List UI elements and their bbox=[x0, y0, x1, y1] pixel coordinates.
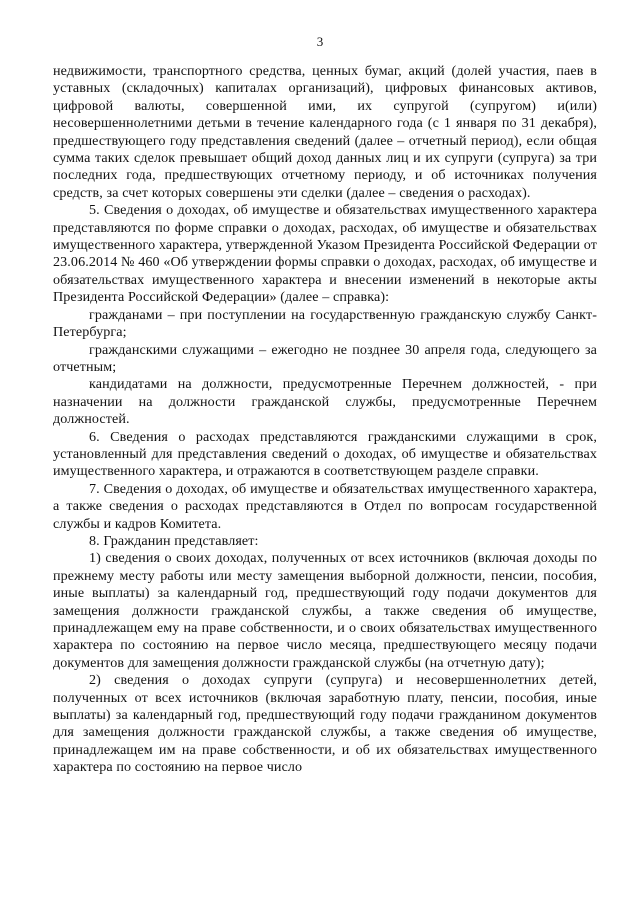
paragraph-subitem-2: 2) сведения о доходах супруги (супруга) и несовершеннолетних детей, полученных от всех источников (включая заработную плату, пенсии, пособия, иные выплаты) за календарный год, предшествующий году подачи гражданином документов для замещения должности гражданской службы, а также сведения об имуществе, принадлежащем им на праве собственности, и об их обязательствах имущественного характера по состоянию на первое число bbox=[53, 672, 597, 776]
paragraph-candidates: кандидатами на должности, предусмотренные Перечнем должностей, - при назначении на должности гражданской службы, предусмотренные Перечнем должностей. bbox=[53, 376, 597, 428]
page-number: 3 bbox=[316, 34, 324, 49]
paragraph-item-6: 6. Сведения о расходах представляются гражданскими служащими в срок, установленный для представления сведений о доходах, об имуществе и обязательствах имущественного характера, и отражаются в соответствующем разделе справки. bbox=[53, 428, 597, 480]
paragraph-item-5: 5. Сведения о доходах, об имуществе и обязательствах имущественного характера представляются по форме справки о доходах, расходах, об имуществе и обязательствах имущественного характера, утвержденной Указом Президента Российской Федерации от 23.06.2014 № 460 «Об утверждении формы справки о доходах, расходах, об имуществе и обязательствах имущественного характера и внесении изменений в некоторые акты Президента Российской Федерации» (далее – справка): bbox=[53, 202, 597, 306]
paragraph-citizens: гражданами – при поступлении на государственную гражданскую службу Санкт-Петербурга; bbox=[53, 306, 597, 341]
paragraph-civil-servants: гражданскими служащими – ежегодно не позднее 30 апреля года, следующего за отчетным; bbox=[53, 341, 597, 375]
paragraph-subitem-1: 1) сведения о своих доходах, полученных от всех источников (включая доходы по прежнему месту работы или месту замещения выборной должности, пенсии, пособия, иные выплаты) за календарный год, предшествующий году подачи документов для замещения должности гражданской службы, а также сведения об имуществе, принадлежащем ему на праве собственности, и о своих обязательствах имущественного характера по состоянию на первое число месяца, предшествующего месяцу подачи документов для замещения должности гражданской службы (на отчетную дату); bbox=[53, 550, 597, 671]
paragraph-item-8: 8. Гражданин представляет: bbox=[89, 532, 259, 549]
paragraph-item-7: 7. Сведения о доходах, об имуществе и обязательствах имущественного характера, а также сведения о расходах представляются в Отдел по вопросам государственной службы и кадров Комитета. bbox=[53, 480, 597, 532]
body-text bbox=[53, 63, 597, 777]
paragraph-continuation: недвижимости, транспортного средства, ценных бумаг, акций (долей участия, паев в уставных (складочных) капиталах организаций), цифровых финансовых активов, цифровой валюты, совершенной ими, их супругой (супругом) и(или) несовершеннолетними детьми в течение календарного года (с 1 января по 31 декабря), предшествующего году представления сведений (далее – отчетный период), если общая сумма таких сделок превышает общий доход данных лиц и их супруги (супруга) за три последних года, предшествующих отчетному периоду, и об источниках получения средств, за счет которых совершены эти сделки (далее – сведения о расходах). bbox=[53, 63, 597, 201]
